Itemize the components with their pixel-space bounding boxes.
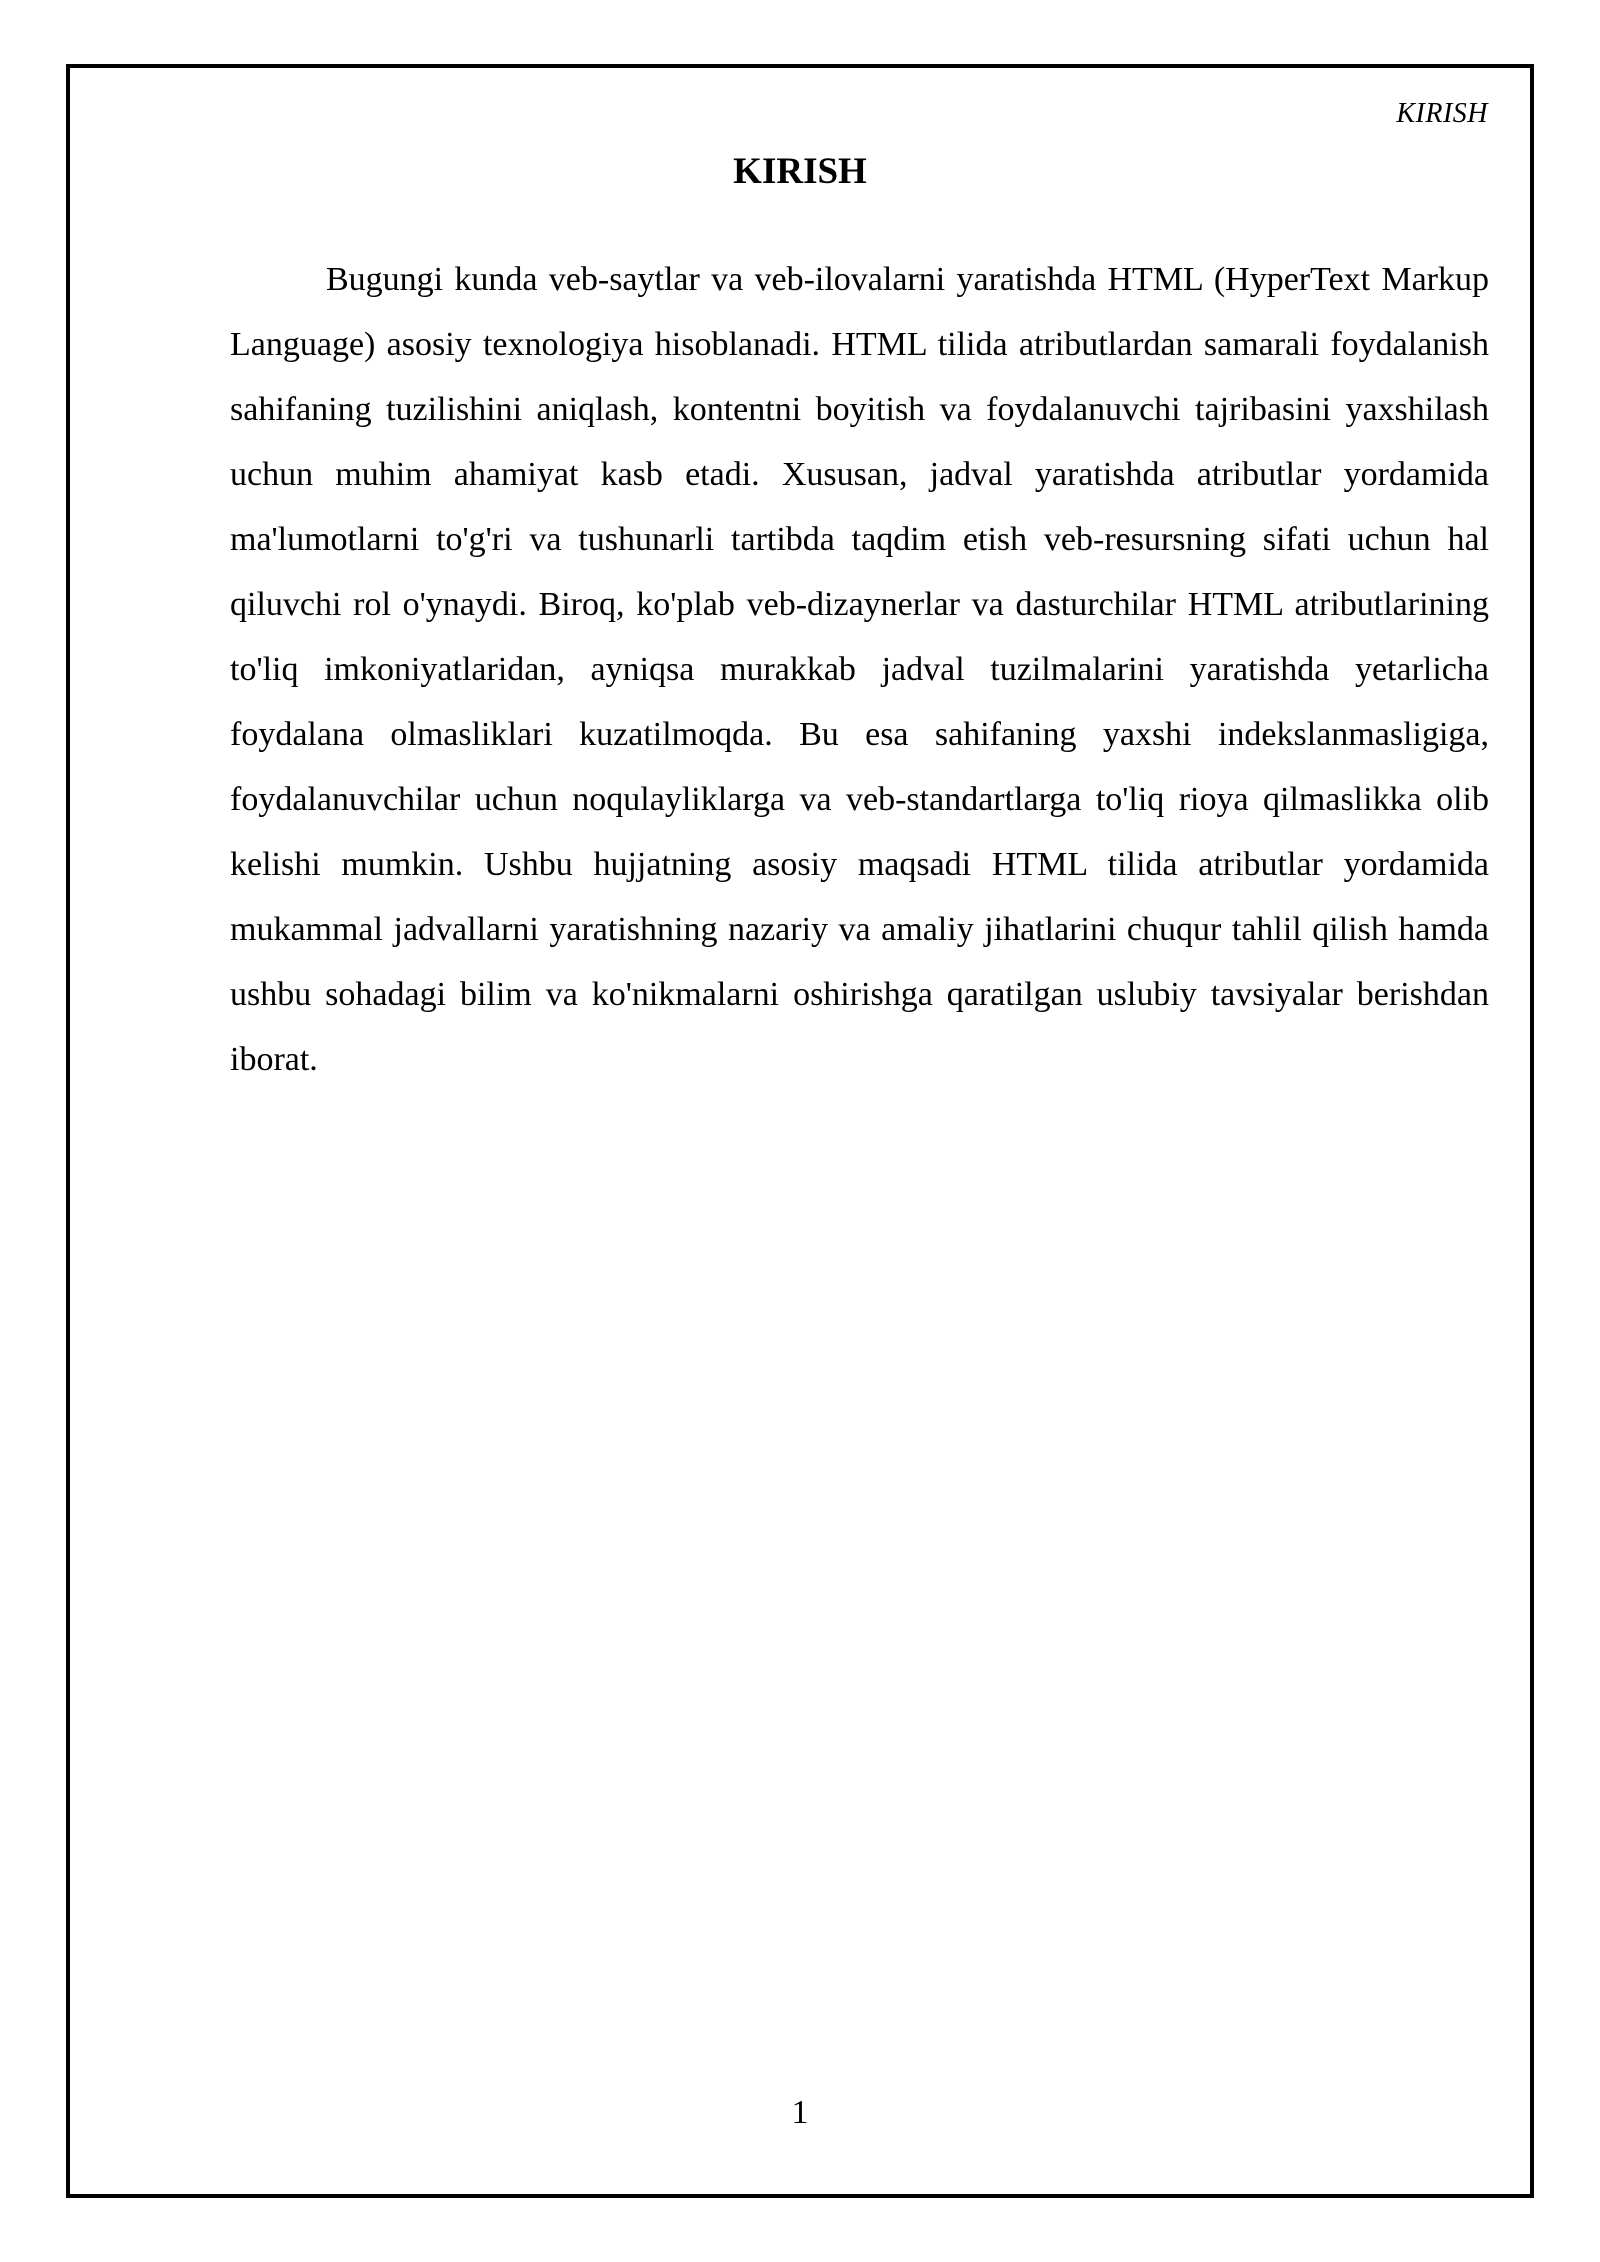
body-paragraph: Bugungi kunda veb-saytlar va veb-ilovalarni yaratishda HTML (HyperText Markup Language) asosiy texnologiya hisoblanadi. HTML tilida atributlardan samarali foydalanish sahifaning tuzilishini aniqlash, kontentni boyitish va foydalanuvchi tajribasini yaxshilash uchun muhim ahamiyat kasb etadi. Xususan, jadval yaratishda atributlar yordamida ma'lumotlarni to'g'ri va tushunarli tartibda taqdim etish veb-resursning sifati uchun hal qiluvchi rol o'ynaydi. Biroq, ko'plab veb-dizaynerlar va dasturchilar HTML atributlarining to'liq imkoniyatlaridan, ayniqsa murakkab jadval tuzilmalarini yaratishda yetarlicha foydalana olmasliklari kuzatilmoqda. Bu esa sahifaning yaxshi indekslanmasligiga, foydalanuvchilar uchun noqulayliklarga va veb-standartlarga to'liq rioya qilmaslikka olib kelishi mumkin. Ushbu hujjatning asosiy maqsadi HTML tilida atributlar yordamida mukammal jadvallarni yaratishning nazariy va amaliy jihatlarini chuqur tahlil qilish hamda ushbu sohadagi bilim va ko'nikmalarni oshirishga qaratilgan uslubiy tavsiyalar berishdan iborat. [230, 261, 1489, 1078]
running-header: KIRISH [1396, 98, 1488, 129]
page-number: 1 [791, 2094, 809, 2131]
page-title: KIRISH [733, 151, 867, 192]
